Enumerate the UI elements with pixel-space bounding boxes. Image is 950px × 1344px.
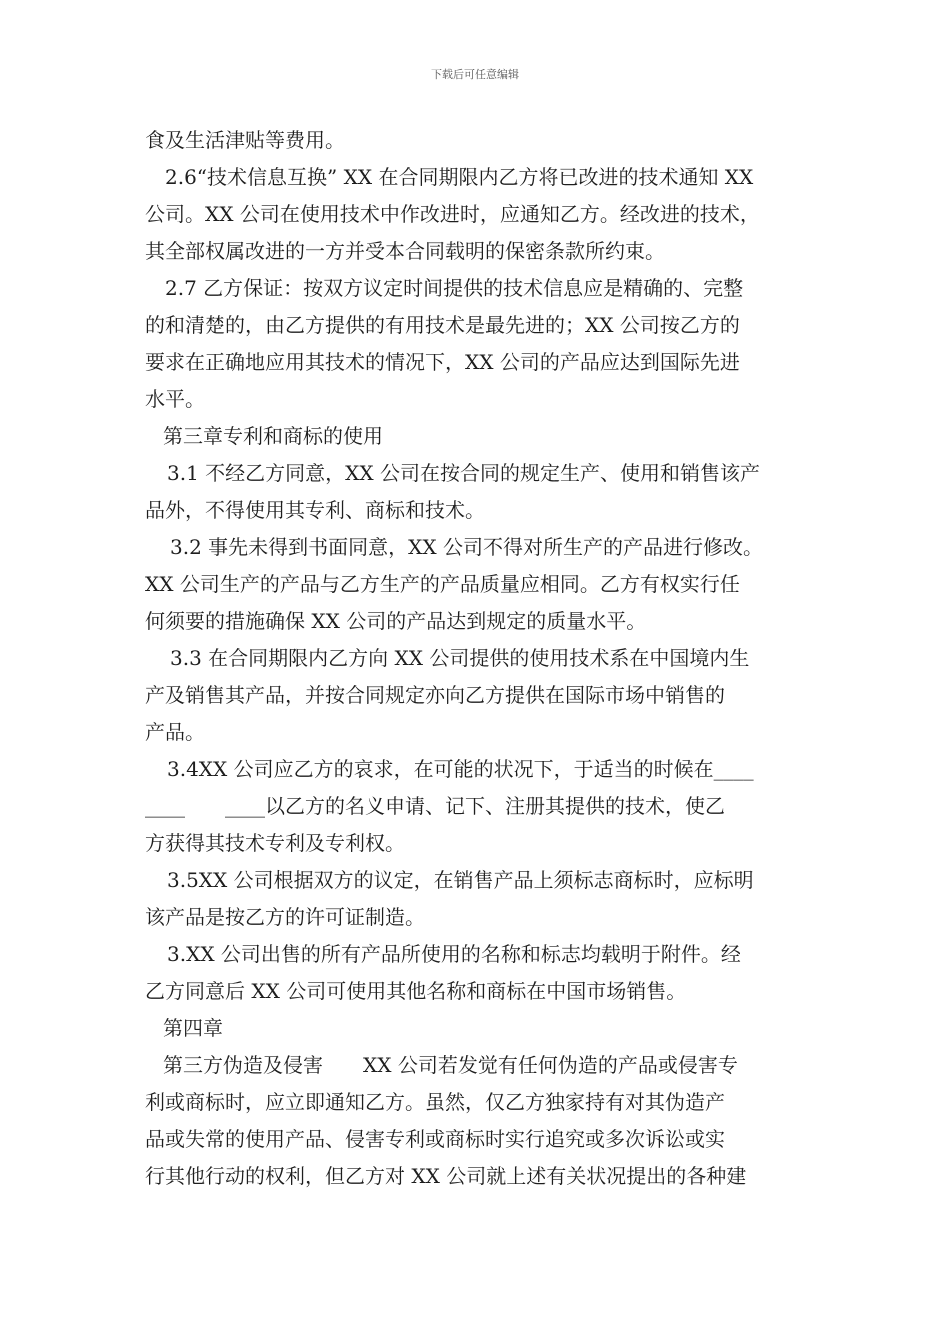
line: 品或失常的使用产品、侵害专利或商标时实行追究或多次诉讼或实 [145, 1127, 725, 1151]
line: 利或商标时，应立即通知乙方。虽然，仅乙方独家持有对其伪造产 [145, 1090, 725, 1114]
paragraph-2-7 [145, 270, 813, 418]
line: 产品。 [145, 720, 205, 744]
line: 3.5XX 公司根据双方的议定，在销售产品上须标志商标时，应标明 [167, 868, 754, 892]
line: 行其他行动的权利，但乙方对 XX 公司就上述有关状况提出的各种建 [145, 1164, 747, 1188]
paragraph-3-4 [145, 751, 813, 862]
line: 3.2 事先未得到书面同意，XX 公司不得对所生产的产品进行修改。 [170, 535, 763, 559]
line: 其全部权属改进的一方并受本合同载明的保密条款所约束。 [145, 239, 665, 263]
paragraph-3-3 [145, 640, 813, 751]
line: 品外，不得使用其专利、商标和技术。 [145, 498, 485, 522]
paragraph-3-1 [145, 455, 813, 529]
line: 3.1 不经乙方同意，XX 公司在按合同的规定生产、使用和销售该产 [167, 461, 760, 485]
line: 何须要的措施确保 XX 公司的产品达到规定的质量水平。 [145, 609, 647, 633]
chapter-four-heading [145, 1010, 813, 1047]
line: 2.7 乙方保证：按双方议定时间提供的技术信息应是精确的、完整 [165, 276, 744, 300]
line: 水平。 [145, 387, 205, 411]
line: 3.XX 公司出售的所有产品所使用的名称和标志均载明于附件。经 [167, 942, 741, 966]
line: XX 公司生产的产品与乙方生产的产品质量应相同。乙方有权实行任 [145, 572, 740, 596]
line: 产及销售其产品，并按合同规定亦向乙方提供在国际市场中销售的 [145, 683, 725, 707]
line: 食及生活津贴等费用。 [145, 128, 345, 152]
document-body [145, 122, 813, 1195]
line: 方获得其技术专利及专利权。 [145, 831, 405, 855]
line: 第三方伪造及侵害 XX 公司若发觉有任何伪造的产品或侵害专 [163, 1053, 738, 1077]
line: 的和清楚的，由乙方提供的有用技术是最先进的；XX 公司按乙方的 [145, 313, 740, 337]
line: 公司。XX 公司在使用技术中作改进时，应通知乙方。经改进的技术， [145, 202, 760, 226]
paragraph-0 [145, 122, 813, 159]
line: 3.4XX 公司应乙方的哀求，在可能的状况下，于适当的时候在____ [167, 757, 754, 781]
paragraph-3-2 [145, 529, 813, 640]
paragraph-third-party [145, 1047, 813, 1195]
line: 要求在正确地应用其技术的情况下，XX 公司的产品应达到国际先进 [145, 350, 740, 374]
line: 第三章专利和商标的使用 [163, 424, 383, 448]
chapter-three-heading [145, 418, 813, 455]
paragraph-3-5 [145, 862, 813, 936]
line: 第四章 [163, 1016, 223, 1040]
line: ____ ____以乙方的名义申请、记下、注册其提供的技术，使乙 [145, 794, 725, 818]
page-header: 下载后可任意编辑 [431, 68, 519, 81]
paragraph-2-6 [145, 159, 813, 270]
paragraph-3-x [145, 936, 813, 1010]
line: 3.3 在合同期限内乙方向 XX 公司提供的使用技术系在中国境内生 [170, 646, 750, 670]
line: 该产品是按乙方的许可证制造。 [145, 905, 425, 929]
line: 乙方同意后 XX 公司可使用其他名称和商标在中国市场销售。 [145, 979, 687, 1003]
line: 2.6“技术信息互换” XX 在合同期限内乙方将已改进的技术通知 XX [165, 165, 754, 189]
